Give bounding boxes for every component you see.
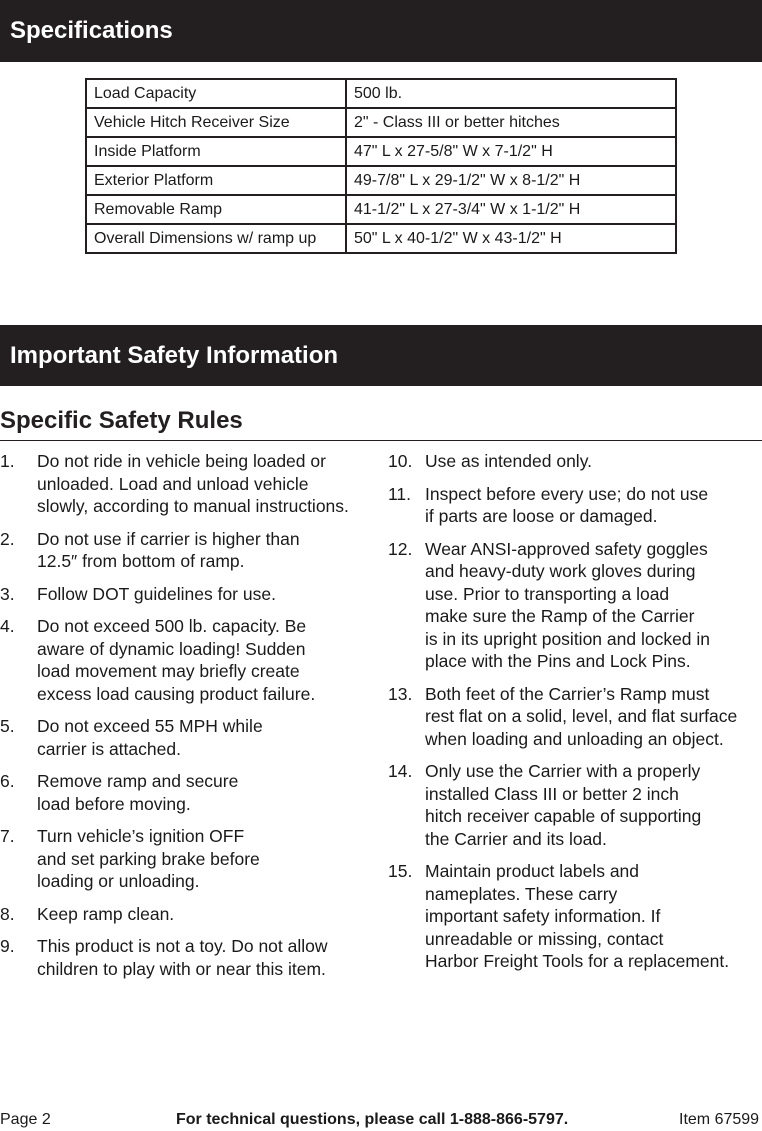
rule-text: Wear ANSI-approved safety goggles and heavy-duty work gloves during use. Prior to transporting a load make sure the Ramp of the Carrier is in its upright position and locked in place with the Pins and Lock Pins. [425,538,711,671]
list-item [0,903,380,926]
spec-label: Inside Platform [86,137,346,166]
rule-text: Keep ramp clean. [37,903,175,924]
rule-number: 2. [0,528,15,549]
list-item [0,825,380,893]
list-item [0,615,380,705]
list-item [388,683,762,751]
footer-page-number: Page 2 [0,1111,51,1128]
rule-number: 10. [388,451,413,471]
list-item [0,770,380,815]
rule-text: Do not ride in vehicle being loaded or unloaded. Load and unload vehicle slowly, according to manual instructions. [37,451,349,516]
rule-text: Follow DOT guidelines for use. [37,583,276,604]
list-item [0,528,380,573]
safety-banner [0,325,762,386]
spec-value: 2" - Class III or better hitches [346,108,676,137]
table-row [86,137,676,166]
list-item [388,483,762,528]
rules-right-column [388,450,762,983]
rule-number: 6. [0,771,15,791]
rules-left-column [0,450,380,990]
table-row [86,166,676,195]
spec-value: 41-1/2" L x 27-3/4" W x 1-1/2" H [346,195,676,224]
table-row [86,108,676,137]
rule-text: Only use the Carrier with a properly installed Class III or better 2 inch hitch receiver capable of supporting the Carrier and its load. [425,761,702,849]
list-item [388,538,762,673]
rule-number: 5. [0,716,15,736]
spec-label: Removable Ramp [86,195,346,224]
rule-text: Turn vehicle’s ignition OFF and set parking brake before loading or unloading. [37,826,260,891]
specifications-banner [0,0,762,62]
rule-text: Maintain product labels and nameplates. These carry important safety information. If unreadable or missing, contact Harbor Freight Tools for a replacement. [425,861,730,971]
rule-text: Both feet of the Carrier’s Ramp must rest flat on a solid, level, and flat surface when loading and unloading an object. [425,683,738,749]
rule-number: 13. [388,683,413,704]
safety-title: Important Safety Information [10,341,339,369]
specifications-title: Specifications [10,17,173,44]
table-row [86,195,676,224]
list-item [388,450,762,473]
rule-text: Inspect before every use; do not use if parts are loose or damaged. [425,483,709,526]
rule-text: Do not use if carrier is higher than 12.5″ from bottom of ramp. [37,528,300,571]
rule-number: 8. [0,903,15,924]
rule-text: This product is not a toy. Do not allow children to play with or near this item. [37,936,328,979]
list-item [0,450,380,518]
rule-text: Remove ramp and secure load before moving. [37,771,239,814]
list-item [0,583,380,606]
spec-label: Vehicle Hitch Receiver Size [86,108,346,137]
specifications-table [85,78,677,254]
list-item [0,935,380,980]
rule-text: Use as intended only. [425,451,593,471]
rule-number: 1. [0,451,15,471]
list-item [388,760,762,850]
spec-value: 47" L x 27-5/8" W x 7-1/2" H [346,137,676,166]
spec-label: Overall Dimensions w/ ramp up [86,224,346,253]
rule-number: 4. [0,616,15,636]
spec-label: Load Capacity [86,79,346,108]
spec-label: Exterior Platform [86,166,346,195]
spec-value: 50" L x 40-1/2" W x 43-1/2" H [346,224,676,253]
rule-number: 11. [388,483,412,504]
list-item [388,860,762,973]
rule-number: 12. [388,538,413,559]
specific-safety-rules-heading: Specific Safety Rules [0,407,243,434]
rule-text: Do not exceed 55 MPH while carrier is attached. [37,716,263,759]
list-item [0,715,380,760]
rule-number: 7. [0,826,15,846]
spec-value: 500 lb. [346,79,676,108]
rule-number: 3. [0,583,15,604]
rule-number: 14. [388,761,413,781]
rule-text: Do not exceed 500 lb. capacity. Be aware of dynamic loading! Sudden load movement may briefly create excess load causing product failure. [37,616,316,704]
rule-number: 9. [0,936,15,956]
rule-number: 15. [388,861,413,881]
spec-value: 49-7/8" L x 29-1/2" W x 8-1/2" H [346,166,676,195]
footer-item-number: Item 67599 [679,1111,760,1128]
heading-divider [0,440,762,441]
footer-technical-contact: For technical questions, please call 1-888-866-5797. [176,1111,569,1128]
table-row [86,224,676,253]
table-row [86,79,676,108]
